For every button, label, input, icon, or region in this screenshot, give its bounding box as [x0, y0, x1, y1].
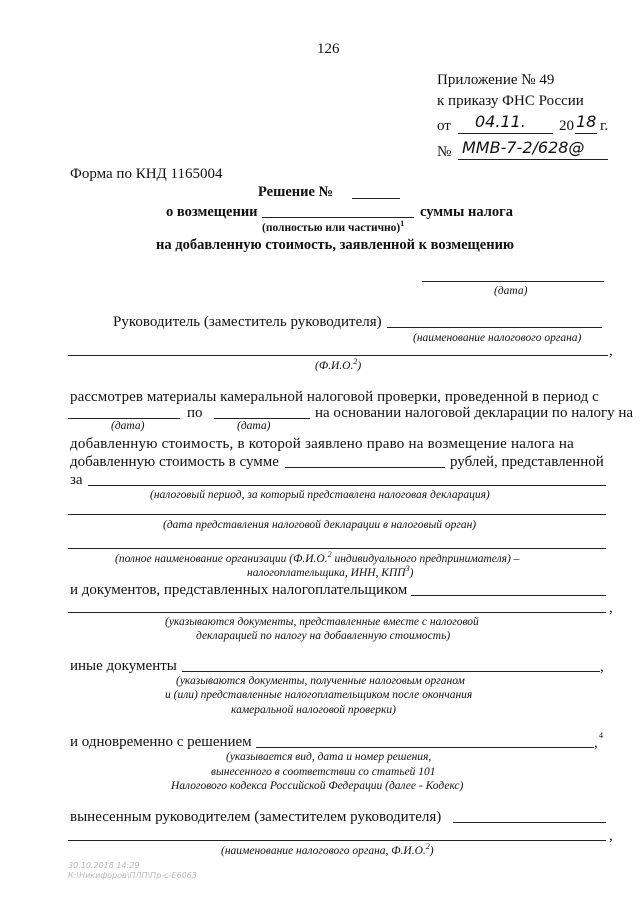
body-line3: добавленную стоимость, в которой заявлено право на возмещение налога на — [70, 436, 575, 452]
body-line2-right: на основании налоговой декларации по налогу на — [315, 405, 634, 421]
other-hint-3: камеральной налоговой проверки) — [231, 704, 396, 716]
decision-title: Решение № — [258, 184, 334, 200]
decision-line — [256, 747, 594, 748]
taxpayer-line — [68, 548, 606, 549]
date-hint: (дата) — [494, 285, 528, 297]
appendix-year-suffix: г. — [600, 118, 609, 134]
decision-hint-3: Налогового кодекса Российской Федерации (далее - Кодекс) — [171, 780, 464, 792]
date2-hint: (дата) — [237, 420, 271, 432]
file-stamp-line1: 30.10.2018 14:29 — [68, 861, 140, 870]
file-stamp — [68, 861, 197, 881]
appendix-year-line — [575, 133, 597, 134]
taxpayer-hint-2: налогоплательщика, ИНН, КПП$^3$) — [247, 564, 414, 579]
period-hint: (налоговый период, за который представлена налоговая декларация) — [150, 489, 490, 501]
comma-3: , — [600, 659, 604, 675]
taxpayer-hint-1: (полное наименование организации (Ф.И.О.$^2$ индивидуального предпринимателя) – — [115, 550, 520, 565]
comma-4: , — [594, 735, 598, 751]
appendix-title: Приложение № 49 — [437, 72, 555, 88]
appendix-date-prefix: от — [437, 118, 451, 134]
comma-1: , — [609, 343, 613, 359]
appendix-year-handwritten: 18 — [576, 112, 597, 131]
appendix-number-line — [458, 159, 608, 160]
appendix-order: к приказу ФНС России — [437, 93, 584, 109]
body-line4-right: рублей, представленной — [450, 454, 604, 470]
docs-hint-2: декларацией по налогу на добавленную стоимость) — [196, 630, 451, 642]
head-label: Руководитель (заместитель руководителя) — [113, 314, 382, 330]
amount-line — [285, 467, 445, 468]
docs-label: и документов, представленных налогоплательщиком — [70, 582, 408, 598]
appendix-date-line — [458, 133, 553, 134]
body-za: за — [70, 472, 83, 488]
issued-hint: (наименование налогового органа, Ф.И.О.$^2$) — [221, 842, 434, 857]
form-code: Форма по КНД 1165004 — [70, 166, 223, 182]
head-org-hint: (наименование налогового органа) — [413, 332, 582, 344]
title-extent-hint: (полностью или частично)$^1$ — [262, 219, 405, 234]
other-line — [182, 671, 600, 672]
body-po: по — [187, 405, 203, 421]
issued-line-2 — [68, 840, 606, 841]
submission-line — [68, 514, 606, 515]
date-line — [422, 281, 604, 282]
footnote-4: 4 — [599, 731, 603, 740]
appendix-date-handwritten: 04.11. — [475, 112, 526, 131]
docs-line-2 — [68, 612, 606, 613]
page-number: 126 — [317, 41, 340, 57]
period-start-line — [68, 418, 180, 419]
docs-line-1 — [411, 595, 606, 596]
submission-hint: (дата представления налоговой декларации в налоговый орган) — [163, 519, 477, 531]
appendix-number-prefix: № — [437, 144, 452, 160]
decision-hint-1: (указывается вид, дата и номер решения, — [226, 751, 432, 763]
period-end-line — [214, 418, 310, 419]
comma-2: , — [609, 600, 613, 616]
docs-hint-1: (указываются документы, представленные вместе с налоговой — [165, 616, 479, 628]
date1-hint: (дата) — [111, 420, 145, 432]
title-line2-left: о возмещении — [166, 204, 258, 220]
period-line — [88, 485, 606, 486]
title-extent-line — [262, 217, 414, 218]
title-line3: на добавленную стоимость, заявленной к возмещению — [156, 237, 515, 253]
decision-hint-2: вынесенного в соответствии со статьей 101 — [211, 766, 436, 778]
body-line1: рассмотрев материалы камеральной налоговой проверки, проведенной в период с — [70, 389, 599, 405]
head-org-line — [387, 327, 602, 328]
file-stamp-line2: К:\Никифоров\ПЛП\Пр-с-Е6063 — [68, 871, 197, 880]
appendix-year-prefix: 20 — [559, 118, 574, 134]
comma-5: , — [609, 828, 613, 844]
body-line4-left: добавленную стоимость в сумме — [70, 454, 279, 470]
other-label: иные документы — [70, 658, 177, 674]
issued-label: вынесенным руководителем (заместителем руководителя) — [70, 809, 442, 825]
other-hint-2: и (или) представленные налогоплательщиком после окончания — [165, 689, 473, 701]
footnote-1: 1 — [400, 219, 405, 229]
decision-label: и одновременно с решением — [70, 734, 252, 750]
appendix-number-handwritten: ММВ-7-2/628@ — [462, 138, 585, 157]
issued-line-1 — [453, 822, 606, 823]
other-hint-1: (указываются документы, полученные налоговым органом — [176, 675, 465, 687]
head-fio-line — [68, 355, 608, 356]
title-line2-right: суммы налога — [420, 204, 513, 220]
decision-number-line — [352, 198, 400, 199]
head-fio-hint: (Ф.И.О.$^2$) — [315, 357, 362, 372]
